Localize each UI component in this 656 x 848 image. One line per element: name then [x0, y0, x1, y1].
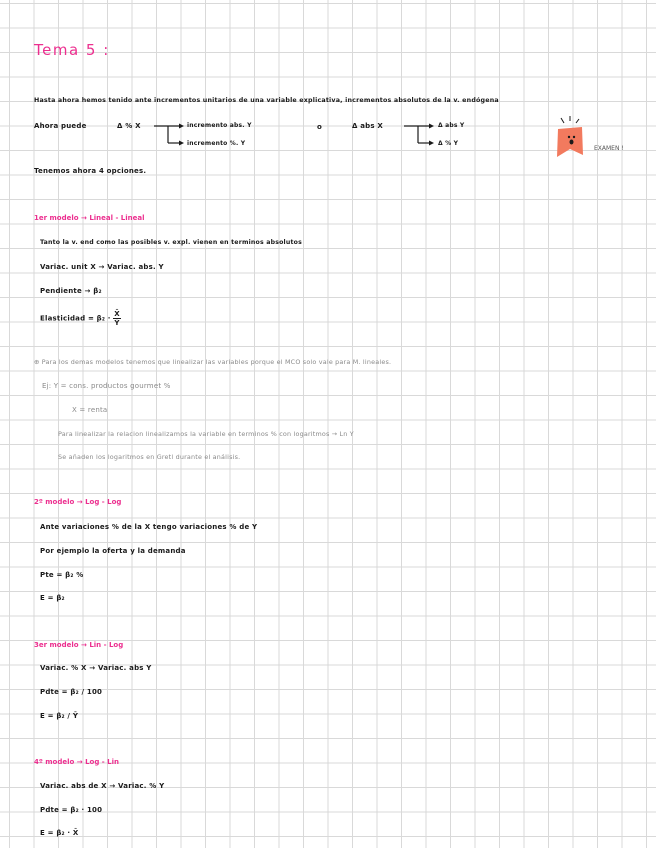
options-line: Tenemos ahora 4 opciones.	[34, 167, 147, 175]
intro-line: Hasta ahora hemos tenido ante incrementos unitarios de una variable explicativa, incrementos absolutos de la v. endógena	[34, 97, 499, 104]
branch-bottom-label: incremento %. Y	[187, 140, 246, 147]
elasticity-fraction	[113, 310, 121, 327]
intro-ahora-label: Ahora puede	[34, 122, 87, 130]
branch-top-label: incremento abs. Y	[187, 122, 252, 129]
model1-line4	[40, 310, 121, 327]
or-word: o	[317, 123, 323, 131]
model2-line1: Ante variaciones % de la X tengo variaciones % de Y	[40, 523, 258, 531]
note-line5: Se añaden los logaritmos en Gretl durante el análisis.	[58, 453, 241, 461]
intro-left-var: Δ % X	[117, 122, 141, 130]
model4-heading: 4º modelo → Log - Lin	[34, 758, 119, 766]
model2-line3: Pte = β₂ %	[40, 571, 84, 579]
note-line1: ⊕ Para los demas modelos tenemos que linealizar las variables porque el MCO solo vale para M. lineales.	[34, 358, 392, 366]
right-top-label: Δ abs Y	[438, 122, 465, 129]
model1-line3: Pendiente → β₂	[40, 287, 102, 295]
model1-heading: 1er modelo → Lineal - Lineal	[34, 214, 145, 222]
model4-line2: Pdte = β₂ · 100	[40, 806, 103, 814]
model2-heading: 2º modelo → Log - Log	[34, 498, 122, 506]
model2-line4: E = β₂	[40, 594, 65, 602]
right-bottom-label: Δ % Y	[438, 140, 459, 147]
fraction-numerator: X̄	[114, 310, 120, 318]
model4-line1: Variac. abs de X → Variac. % Y	[40, 782, 165, 790]
note-line4: Para linealizar la relacion linealizamos la variable en terminos % con logaritmos → Ln Y	[58, 430, 354, 438]
model1-line2: Variac. unit X → Variac. abs. Y	[40, 263, 164, 271]
page-title: Tema 5 :	[34, 41, 110, 59]
model2-line2: Por ejemplo la oferta y la demanda	[40, 547, 186, 555]
note-line3: X = renta	[72, 406, 108, 414]
sticker-note: EXAMEN !	[594, 145, 624, 152]
model4-line3: E = β₂ · X̄	[40, 829, 79, 837]
model3-line2: Pdte = β₂ / 100	[40, 688, 103, 696]
exam-sticker-icon	[552, 117, 592, 161]
elasticity-prefix: Elasticidad = β₂ ·	[40, 314, 111, 323]
model3-heading: 3er modelo → Lin - Log	[34, 641, 124, 649]
fraction-denominator: Ȳ	[114, 319, 120, 327]
model3-line3: E = β₂ / Ȳ	[40, 712, 79, 720]
note-line2: Ej: Y = cons. productos gourmet %	[42, 382, 171, 390]
model1-line1: Tanto la v. end como las posibles v. expl. vienen en terminos absolutos	[40, 239, 302, 246]
model3-line1: Variac. % X → Variac. abs Y	[40, 664, 152, 672]
intro-right-var: Δ abs X	[352, 122, 383, 130]
